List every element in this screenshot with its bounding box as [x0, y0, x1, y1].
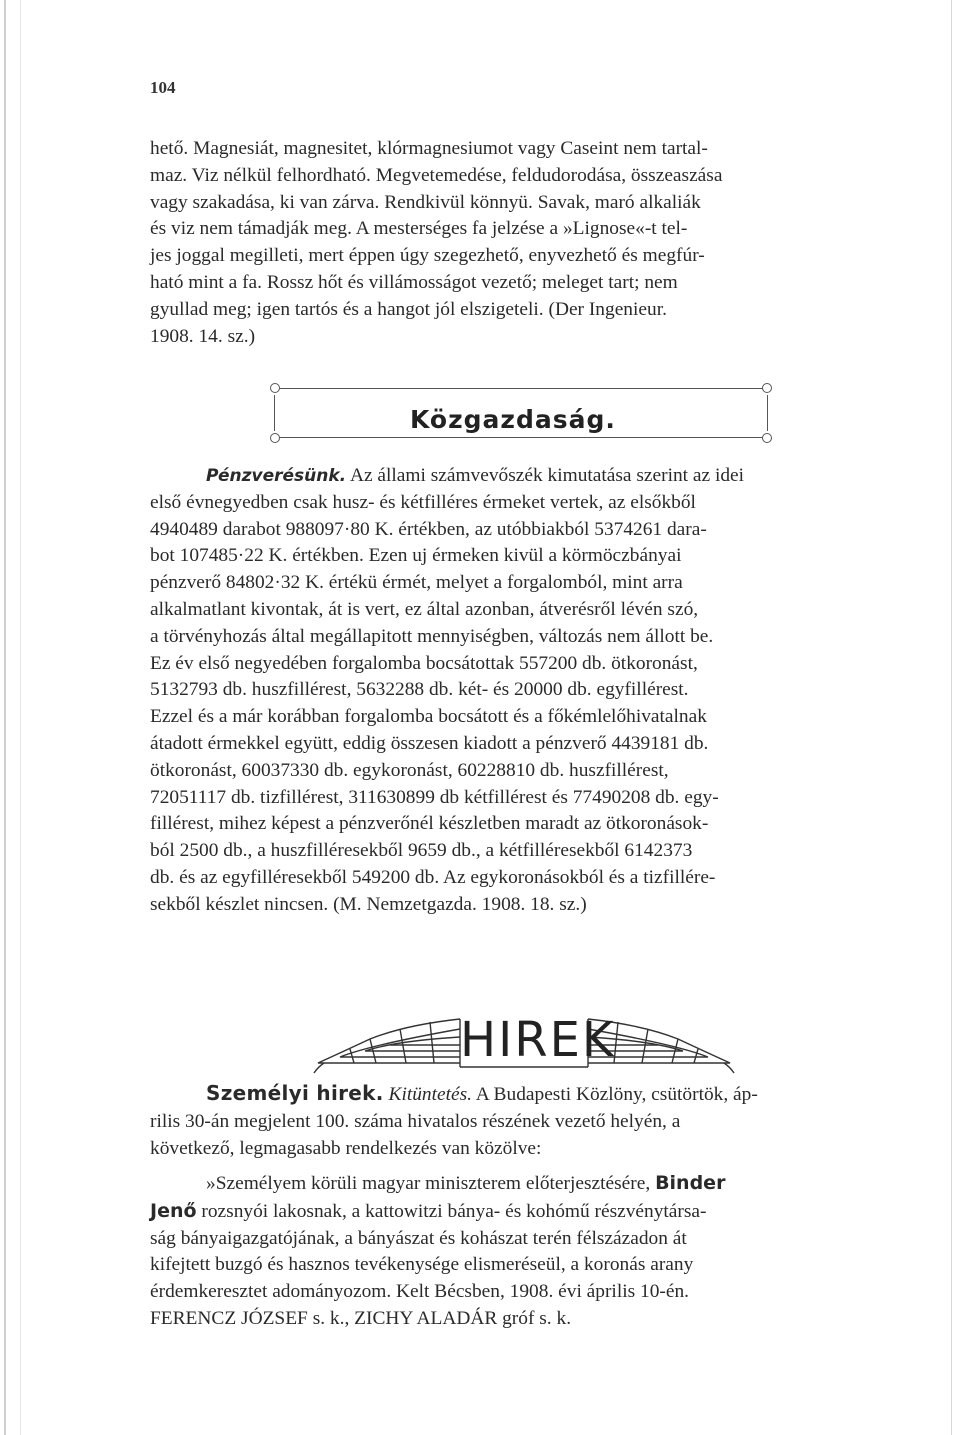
economy-line: Ezzel és a már korábban forgalomba bocsátott és a főkémlelőhivatalnak	[150, 706, 707, 728]
person-name: Jenő	[150, 1199, 197, 1222]
intro-line: ható mint a fa. Rossz hőt és villámosságot vezető; meleget tart; nem	[150, 271, 678, 293]
scan-edge-left-inner	[20, 0, 21, 1435]
economy-line: első évnegyedben csak husz- és kétfilléres érmeket vertek, az elsőkből	[150, 491, 696, 513]
frame-line	[278, 437, 764, 438]
intro-line: 1908. 14. sz.)	[150, 325, 256, 347]
decree-line: érdemkeresztet adományozom. Kelt Bécsben, 1908. évi április 10-én.	[150, 1281, 689, 1303]
economy-line: ötkoronást, 60037330 db. egykoronást, 60228810 db. huszfillérest,	[150, 759, 669, 781]
economy-line: db. és az egyfilléresekből 549200 db. Az egykoronásokból és a tizfillére-	[150, 866, 716, 888]
personal-news-paragraph	[150, 1080, 896, 1162]
frame-line	[274, 395, 275, 431]
economy-line: sekből készlet nincsen. (M. Nemzetgazda. 1908. 18. sz.)	[150, 893, 587, 915]
economy-paragraph	[150, 463, 896, 919]
personal-news-line: következő, legmagasabb rendelkezés van közölve:	[150, 1137, 542, 1159]
economy-line: bot 107485·22 K. értékben. Ezen uj érmeken kivül a körmöczbányai	[150, 545, 682, 567]
intro-line: maz. Viz nélkül felhordható. Megvetemedése, feldudorodása, összeaszása	[150, 164, 723, 186]
economy-line: pénzverő 84802·32 K. értékü érmét, melyet a forgalomból, mint arra	[150, 572, 683, 594]
decree-second-line	[150, 1198, 896, 1226]
frame-ring-ornament	[270, 383, 280, 393]
intro-paragraph	[150, 136, 896, 350]
person-name: Binder	[655, 1172, 726, 1194]
frame-ring-ornament	[762, 433, 772, 443]
frame-line	[767, 395, 768, 431]
frame-ring-ornament	[762, 383, 772, 393]
scan-edge-left	[4, 0, 6, 1435]
personal-news-first-line	[150, 1080, 896, 1109]
personal-news-line: rilis 30-án megjelent 100. száma hivatalos részének vezető helyén, a	[150, 1110, 681, 1132]
intro-line: jes joggal megilleti, mert éppen úgy szegezhető, enyvezhető és megfúr-	[150, 245, 705, 267]
intro-line: vagy szakadása, ki van zárva. Rendkivül könnyü. Savak, maró alkaliák	[150, 191, 701, 213]
article-sublead: Kitüntetés.	[388, 1084, 472, 1105]
news-banner	[310, 1005, 738, 1077]
page-number: 104	[150, 78, 176, 97]
decree-line-text: rozsnyói lakosnak, a kattowitzi bánya- és kohómű részvénytársa-	[201, 1200, 707, 1222]
decree-line: ság bányaigazgatójának, a bányászat és kohászat terén félszázadon át	[150, 1227, 687, 1249]
decree-first-line	[150, 1170, 896, 1198]
economy-line: 72051117 db. tizfillérest, 311630899 db kétfillérest és 77490208 db. egy-	[150, 786, 719, 808]
intro-line: gyullad meg; igen tartós és a hangot jól elszigeteli. (Der Ingenieur.	[150, 298, 667, 320]
article-lead: Személyi hirek.	[206, 1081, 384, 1105]
intro-line: hető. Magnesiát, magnesitet, klórmagnesiumot vagy Caseint nem tartal-	[150, 138, 708, 159]
economy-first-line	[150, 463, 896, 490]
section-heading: Közgazdaság.	[410, 405, 616, 434]
frame-ring-ornament	[270, 433, 280, 443]
news-banner-title: HIREK	[460, 1012, 616, 1068]
economy-line: 5132793 db. huszfillérest, 5632288 db. két- és 20000 db. egyfillérest.	[150, 679, 689, 701]
decree-signature-line: FERENCZ JÓZSEF s. k., ZICHY ALADÁR gróf s. k.	[150, 1307, 572, 1329]
decree-line: kifejtett buzgó és hasznos tevékenysége elismeréseül, a koronás arany	[150, 1254, 694, 1276]
economy-line: 4940489 darabot 988097·80 K. értékben, az utóbbiakból 5374261 dara-	[150, 518, 707, 540]
economy-line: ból 2500 db., a huszfilléresekből 9659 db., a kétfilléresekből 6142373	[150, 840, 693, 862]
frame-line	[278, 388, 764, 389]
personal-news-line-text: A Budapesti Közlöny, csütörtök, áp-	[475, 1084, 758, 1105]
economy-line: Ez év első negyedében forgalomba bocsátottak 557200 db. ötkoronást,	[150, 652, 698, 674]
economy-line: átadott érmekkel együtt, eddig összesen kiadott a pénzverő 4439181 db.	[150, 732, 709, 754]
article-lead: Pénzverésünk.	[206, 466, 347, 486]
scan-edge-right	[951, 0, 952, 1435]
decree-line-text: »Személyem körüli magyar miniszterem előterjesztésére,	[206, 1173, 651, 1194]
intro-line: és viz nem támadják meg. A mesterséges fa jelzése a »Lignose«-t tel-	[150, 218, 688, 240]
economy-line: a törvényhozás által megállapitott mennyiségben, változás nem állott be.	[150, 625, 714, 647]
economy-line: fillérest, mihez képest a pénzverőnél készletben maradt az ötkoronások-	[150, 813, 709, 835]
decree-paragraph	[150, 1170, 896, 1333]
economy-line-text: Az állami számvevőszék kimutatása szerint az idei	[349, 465, 745, 486]
economy-line: alkalmatlant kivontak, át is vert, ez által azonban, átverésről lévén szó,	[150, 598, 699, 620]
